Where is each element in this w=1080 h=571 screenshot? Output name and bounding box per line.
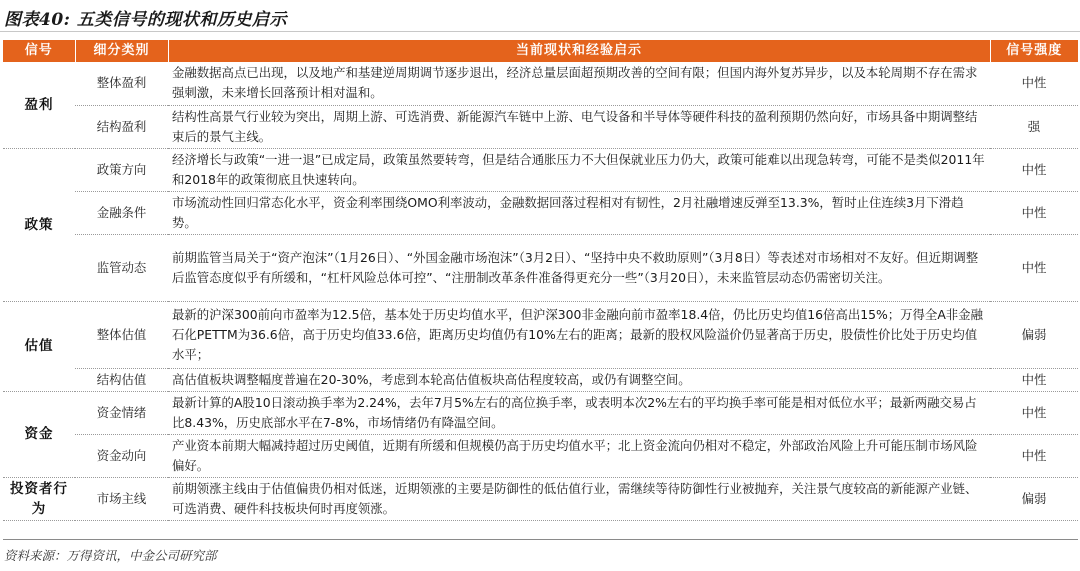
description-cell: 最新计算的A股10日滚动换手率为2.24%，去年7月5%左右的高位换手率，或表明本次2%左右的平均换手率可能是相对低位水平；最新两融交易占比8.43%，历史底部水平在7-8%，市场情绪仍有降温空间。 bbox=[168, 391, 990, 434]
source-note: 资料来源：万得资讯，中金公司研究部 bbox=[4, 548, 217, 563]
table-row bbox=[3, 477, 1078, 520]
description-cell: 最新的沪深300前向市盈率为12.5倍，基本处于历史均值水平，但沪深300非金融向前市盈率18.4倍，仍比历史均值16倍高出15%；万得全A非金融石化PETTM为36.6倍，高于历史均值33.6倍，距离历史均值仍有10%左右的距离；最新的股权风险溢价仍显著高于历史，股债性价比处于历史均值水平； bbox=[168, 301, 990, 368]
table-header-row bbox=[3, 40, 1078, 62]
table-row bbox=[3, 234, 1078, 301]
strength-cell: 偏弱 bbox=[990, 477, 1078, 520]
subcategory-cell: 监管动态 bbox=[75, 234, 168, 301]
table-row bbox=[3, 391, 1078, 434]
description-cell: 产业资本前期大幅减持超过历史阈值，近期有所缓和但规模仍高于历史均值水平；北上资金流向仍相对不稳定，外部政治风险上升可能压制市场风险偏好。 bbox=[168, 434, 990, 477]
bottom-rule bbox=[3, 539, 1078, 540]
strength-cell: 中性 bbox=[990, 62, 1078, 105]
strength-cell: 强 bbox=[990, 105, 1078, 148]
description-cell: 高估值板块调整幅度普遍在20-30%，考虑到本轮高估值板块高估程度较高，或仍有调整空间。 bbox=[168, 368, 990, 391]
strength-cell: 中性 bbox=[990, 191, 1078, 234]
table-row bbox=[3, 191, 1078, 234]
subcategory-cell: 结构估值 bbox=[75, 368, 168, 391]
category-cell: 政策 bbox=[3, 148, 75, 301]
table-row bbox=[3, 105, 1078, 148]
title-bar bbox=[0, 0, 1080, 32]
description-cell: 结构性高景气行业较为突出，周期上游、可选消费、新能源汽车链中上游、电气设备和半导体等硬件科技的盈利预期仍然向好，市场具备中期调整结束后的景气主线。 bbox=[168, 105, 990, 148]
strength-cell: 偏弱 bbox=[990, 301, 1078, 368]
subcategory-cell: 政策方向 bbox=[75, 148, 168, 191]
strength-cell: 中性 bbox=[990, 391, 1078, 434]
category-cell: 资金 bbox=[3, 391, 75, 477]
signals-table bbox=[3, 40, 1078, 521]
subcategory-cell: 资金动向 bbox=[75, 434, 168, 477]
description-cell: 经济增长与政策“一进一退”已成定局，政策虽然要转弯，但是结合通胀压力不大但保就业压力仍大，政策可能难以出现急转弯，可能不是类似2011年和2018年的政策彻底且快速转向。 bbox=[168, 148, 990, 191]
category-cell: 盈利 bbox=[3, 62, 75, 148]
header-subcategory: 细分类别 bbox=[75, 40, 168, 62]
subcategory-cell: 整体盈利 bbox=[75, 62, 168, 105]
subcategory-cell: 市场主线 bbox=[75, 477, 168, 520]
description-cell: 前期监管当局关于“资产泡沫”（1月26日）、“外国金融市场泡沫”（3月2日）、“坚持中央不救助原则”（3月8日）等表述对市场相对不友好。但近期调整后监管态度似乎有所缓和，“杠杆风险总体可控”、“注册制改革条件准备得更充分一些”（3月20日），未来监管层动态仍需密切关注。 bbox=[168, 234, 990, 301]
description-cell: 市场流动性回归常态化水平，资金利率围绕OMO利率波动，金融数据回落过程相对有韧性，2月社融增速反弹至13.3%，暂时止住连续3月下滑趋势。 bbox=[168, 191, 990, 234]
strength-cell: 中性 bbox=[990, 234, 1078, 301]
category-cell: 投资者行为 bbox=[3, 477, 75, 520]
subcategory-cell: 整体估值 bbox=[75, 301, 168, 368]
subcategory-cell: 资金情绪 bbox=[75, 391, 168, 434]
table-row bbox=[3, 301, 1078, 368]
category-cell: 估值 bbox=[3, 301, 75, 391]
table-row bbox=[3, 62, 1078, 105]
description-cell: 金融数据高点已出现，以及地产和基建逆周期调节逐步退出，经济总量层面超预期改善的空间有限；但国内海外复苏异步，以及本轮周期不存在需求强刺激，未来增长回落预计相对温和。 bbox=[168, 62, 990, 105]
header-strength: 信号强度 bbox=[990, 40, 1078, 62]
strength-cell: 中性 bbox=[990, 148, 1078, 191]
header-signal: 信号 bbox=[3, 40, 75, 62]
subcategory-cell: 结构盈利 bbox=[75, 105, 168, 148]
description-cell: 前期领涨主线由于估值偏贵仍相对低迷，近期领涨的主要是防御性的低估值行业，需继续等待防御性行业被抛弃，关注景气度较高的新能源产业链、可选消费、硬件科技板块何时再度领涨。 bbox=[168, 477, 990, 520]
table-row bbox=[3, 434, 1078, 477]
strength-cell: 中性 bbox=[990, 368, 1078, 391]
table-row bbox=[3, 368, 1078, 391]
figure-title: 图表40: 五类信号的现状和历史启示 bbox=[4, 10, 287, 30]
table-row bbox=[3, 148, 1078, 191]
subcategory-cell: 金融条件 bbox=[75, 191, 168, 234]
header-status: 当前现状和经验启示 bbox=[168, 40, 990, 62]
strength-cell: 中性 bbox=[990, 434, 1078, 477]
